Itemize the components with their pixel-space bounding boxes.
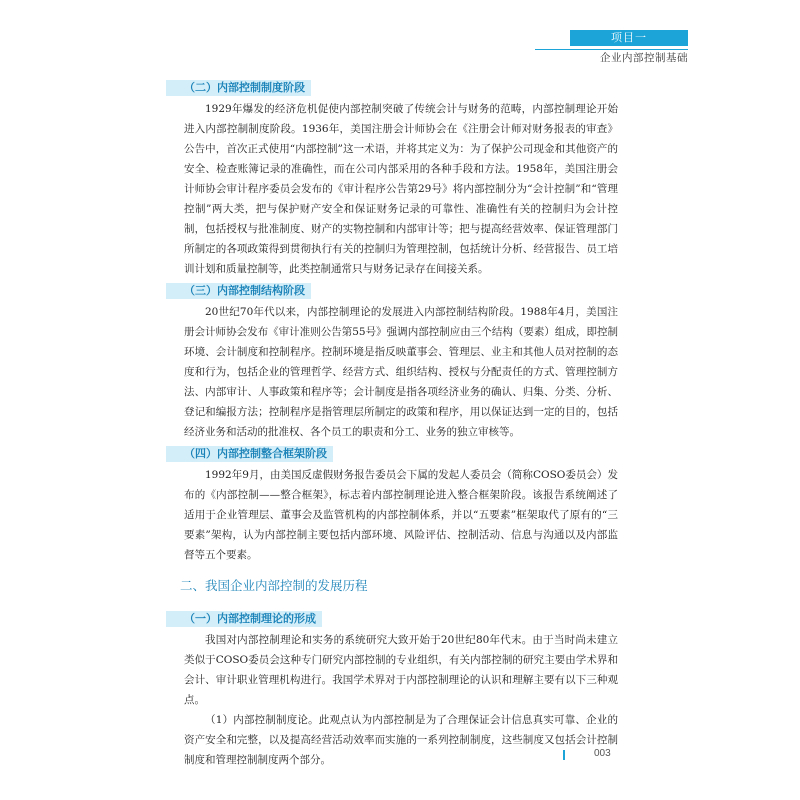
section-heading-4: （四）内部控制整合框架阶段: [166, 446, 333, 462]
chapter-subtitle: 企业内部控制基础: [600, 52, 688, 64]
chapter-tab: 项目一: [570, 30, 688, 46]
body-content: [180, 76, 618, 770]
section-heading-1: （一）内部控制理论的形成: [166, 611, 322, 627]
paragraph: 1929年爆发的经济危机促使内部控制突破了传统会计与财务的范畴，内部控制理论开始进入内部控制制度阶段。1936年，美国注册会计师协会在《注册会计师对财务报表的审查》公告中，首次正式使用“内部控制”这一术语，并将其定义为：为了保护公司现金和其他资产的安全、检查账簿记录的准确性，而在公司内部采用的各种手段和方法。1958年，美国注册会计师协会审计程序委员会发布的《审计程序公告第29号》将内部控制分为“会计控制”和“管理控制”两大类，把与保护财产安全和保证财务记录的可靠性、准确性有关的控制归为会计控制，包括授权与批准制度、财产的实物控制和内部审计等；把与提高经营效率、保证管理部门所制定的各项政策得到贯彻执行有关的控制归为管理控制，包括统计分析、经营报告、员工培训计划和质量控制等，此类控制通常只与财务记录存在间接关系。: [184, 103, 618, 275]
paragraph: 我国对内部控制理论和实务的系统研究大致开始于20世纪80年代末。由于当时尚未建立类似于COSO委员会这种专门研究内部控制的专业组织，有关内部控制的研究主要由学术界和会计、审计职业管理机构进行。我国学术界对于内部控制理论的认识和理解主要有以下三种观点。: [184, 634, 618, 706]
page-number: 003: [594, 748, 611, 759]
part-heading: 二、我国企业内部控制的发展历程: [180, 579, 368, 593]
paragraph: 20世纪70年代以来，内部控制理论的发展进入内部控制结构阶段。1988年4月，美国注册会计师协会发布《审计准则公告第55号》强调内部控制应由三个结构（要素）组成，即控制环境、会计制度和控制程序。控制环境是指反映董事会、管理层、业主和其他人员对控制的态度和行为，包括企业的管理哲学、经营方式、组织结构、授权与分配责任的方式、管理控制方法、内部审计、人事政策和程序等；会计制度是指各项经济业务的确认、归集、分类、分析、登记和编报方法；控制程序是指管理层所制定的政策和程序，用以保证达到一定的目的，包括经济业务和活动的批准权、各个员工的职责和分工、业务的独立审核等。: [184, 306, 618, 438]
header-divider: [535, 49, 688, 50]
paragraph: （1）内部控制制度论。此观点认为内部控制是为了合理保证会计信息真实可靠、企业的资产安全和完整，以及提高经营活动效率而实施的一系列控制制度，这些制度又包括会计控制制度和管理控制制度两个部分。: [184, 714, 618, 766]
paragraph: 1992年9月，由美国反虚假财务报告委员会下属的发起人委员会（简称COSO委员会）发布的《内部控制——整合框架》，标志着内部控制理论进入整合框架阶段。该报告系统阐述了适用于企业管理层、董事会及监管机构的内部控制体系，并以“五要素”框架取代了原有的“三要素”架构，认为内部控制主要包括内部环境、风险评估、控制活动、信息与沟通以及内部监督等五个要素。: [184, 469, 618, 561]
section-heading-2: （二）内部控制制度阶段: [166, 80, 311, 96]
section-heading-3: （三）内部控制结构阶段: [166, 283, 311, 299]
footer-marker: [563, 750, 565, 760]
